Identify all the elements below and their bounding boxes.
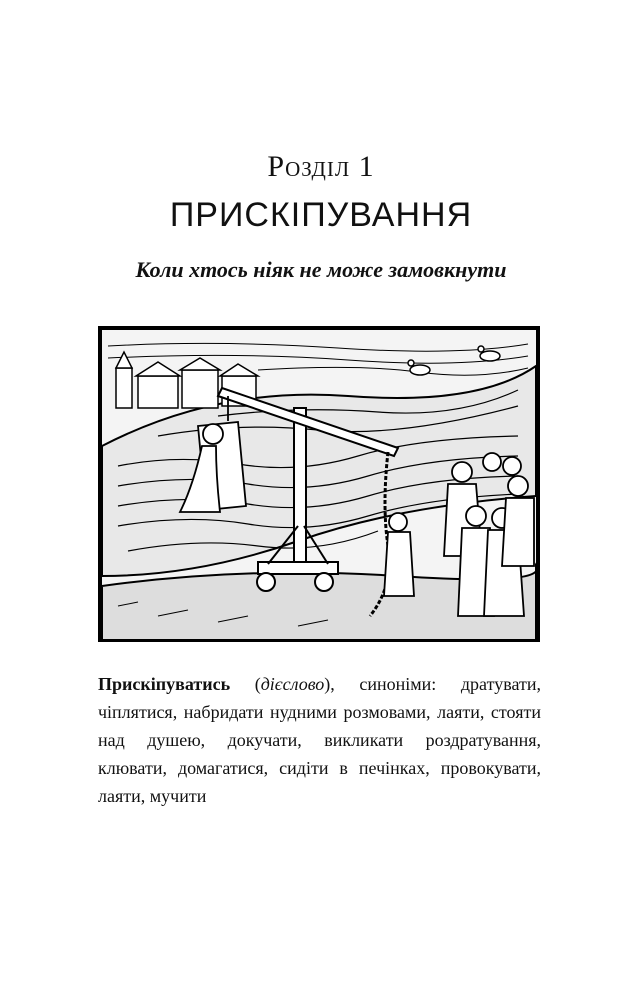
definition-paragraph (98, 670, 541, 810)
woodcut-illustration (98, 326, 540, 642)
definition-synonyms: ), синоніми: дратувати, чіплятися, набридати нудними розмовами, лаяти, стояти над душею, докучати, викликати роздратування, клювати, домагатися, сидіти в печінках, провокувати, лаяти, мучити (98, 674, 541, 806)
definition-open-paren: ( (230, 674, 261, 694)
chapter-title: ПРИСКІПУВАННЯ (169, 196, 473, 234)
definition-term: Прискіпуватись (98, 674, 231, 694)
chapter-subtitle: Коли хтось ніяк не може замовкнути (135, 257, 507, 282)
definition-part-of-speech: дієслово (260, 674, 325, 694)
chapter-number: Розділ 1 (267, 150, 375, 183)
